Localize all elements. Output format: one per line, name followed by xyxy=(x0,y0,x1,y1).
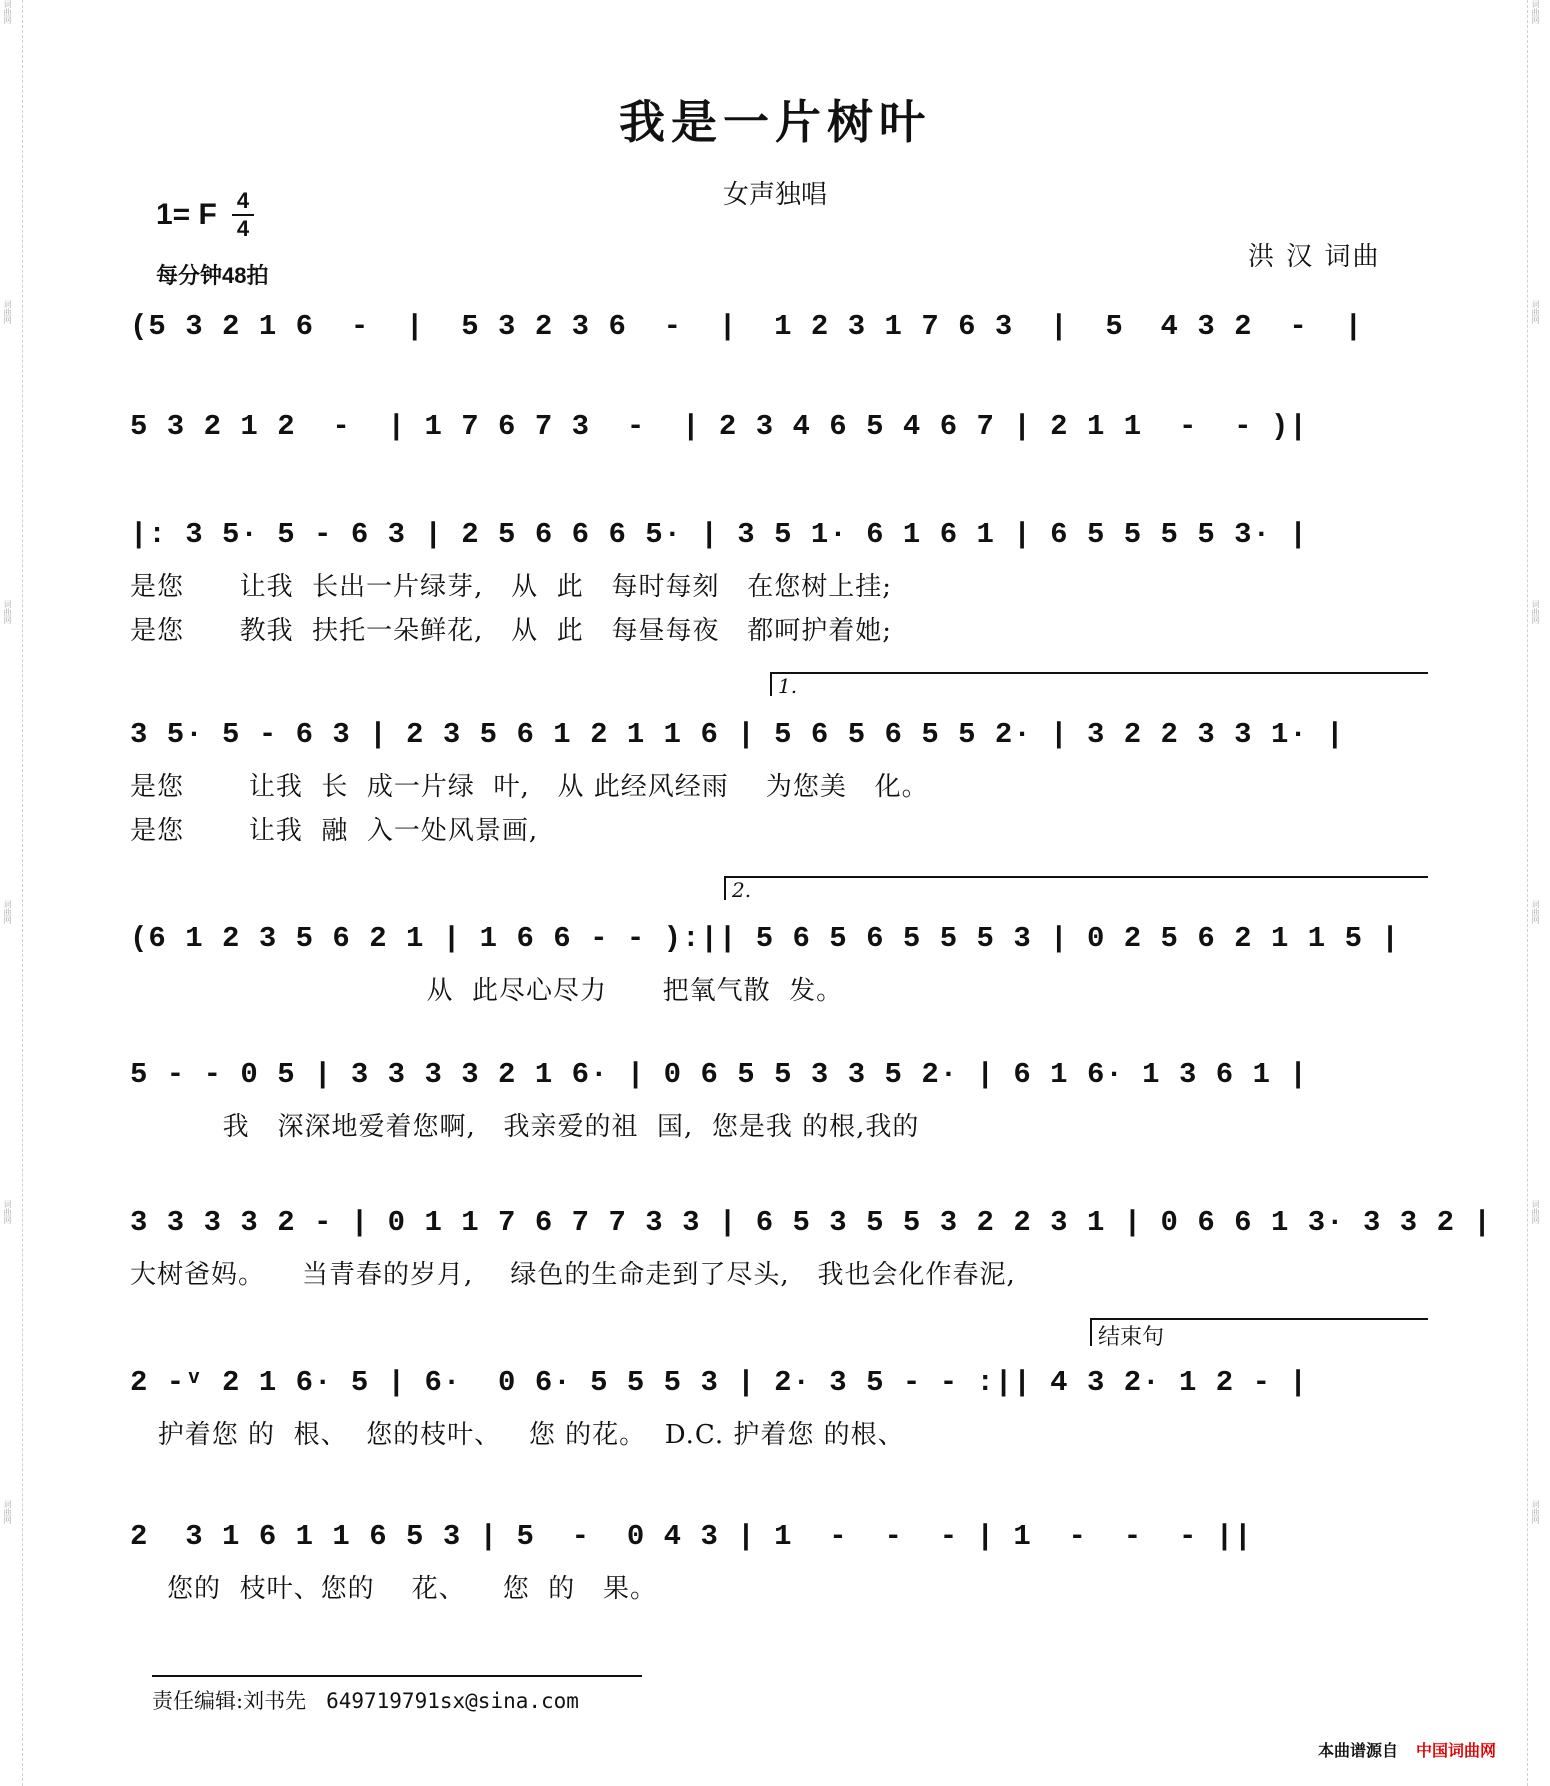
lyric-line: 您的 枝叶、您的 花、 您 的 果。 xyxy=(130,1574,658,1604)
notation-line: 3 3 3 3 2 - | 0 1 1 7 6 7 7 3 3 | 6 5 3 5 5 3 2 2 3 1 | 0 6 6 1 3· 3 3 2 | xyxy=(130,1206,1492,1239)
side-watermark: 词曲网 xyxy=(1531,300,1540,324)
lyric-line: 大树爸妈。 当青春的岁月, 绿色的生命走到了尽头, 我也会化作春泥, xyxy=(130,1260,1016,1290)
song-subtitle: 女声独唱 xyxy=(722,180,827,210)
right-margin-strip xyxy=(1527,0,1550,1786)
key-signature: 1= F xyxy=(156,198,217,231)
side-watermark: 词曲网 xyxy=(3,600,12,624)
coda-ending-label: 结束句 xyxy=(1098,1324,1165,1349)
editor-email: 649719791sx@sina.com xyxy=(326,1689,579,1713)
notation-line: 3 5· 5 - 6 3 | 2 3 5 6 1 2 1 1 6 | 5 6 5 6 5 5 2· | 3 2 2 3 3 1· | xyxy=(130,718,1345,751)
first-ending-label: 1. xyxy=(778,674,798,698)
left-margin-strip xyxy=(0,0,23,1786)
coda-ending-bracket xyxy=(1090,1318,1428,1349)
lyric-line: 是您 让我 融 入一处风景画, xyxy=(130,816,539,846)
editor-label: 责任编辑:刘书先 xyxy=(152,1689,307,1713)
lyric-line: 是您 让我 长 成一片绿 叶, 从 此经风经雨 为您美 化。 xyxy=(130,772,929,802)
side-watermark: 词曲网 xyxy=(3,300,12,324)
song-title: 我是一片树叶 xyxy=(619,95,931,149)
composer-credit: 洪 汉 词曲 xyxy=(1248,242,1381,272)
meter-top: 4 xyxy=(236,188,250,213)
side-watermark: 词曲网 xyxy=(1531,0,1540,24)
lyric-line: 是您 让我 长出一片绿芽, 从 此 每时每刻 在您树上挂; xyxy=(130,572,893,602)
side-watermark: 词曲网 xyxy=(3,1500,12,1524)
lyric-line: 从 此尽心尽力 把氧气散 发。 xyxy=(130,976,844,1006)
lyric-line: 护着您 的 根、 您的枝叶、 您 的花。 D.C. 护着您 的根、 xyxy=(130,1420,905,1450)
editor-credit xyxy=(152,1675,642,1715)
notation-line: (5 3 2 1 6 - | 5 3 2 3 6 - | 1 2 3 1 7 6 3 | 5 4 3 2 - | xyxy=(130,310,1363,343)
side-watermark: 词曲网 xyxy=(3,900,12,924)
time-signature xyxy=(232,188,254,242)
side-watermark: 词曲网 xyxy=(3,1200,12,1224)
source-site-link[interactable]: 中国词曲网 xyxy=(1416,1743,1497,1760)
lyric-line: 是您 教我 扶托一朵鲜花, 从 此 每昼每夜 都呵护着她; xyxy=(130,616,893,646)
second-ending-label: 2. xyxy=(732,878,752,902)
side-watermark: 词曲网 xyxy=(1531,1500,1540,1524)
tempo-marking: 每分钟48拍 xyxy=(156,263,269,288)
source-label: 本曲谱源自 xyxy=(1318,1743,1399,1760)
notation-line: 5 3 2 1 2 - | 1 7 6 7 3 - | 2 3 4 6 5 4 6 7 | 2 1 1 - - )| xyxy=(130,410,1308,443)
side-watermark: 词曲网 xyxy=(3,0,12,24)
notation-line: (6 1 2 3 5 6 2 1 | 1 6 6 - - ):|| 5 6 5 6 5 5 5 3 | 0 2 5 6 2 1 1 5 | xyxy=(130,922,1400,955)
second-ending-bracket xyxy=(724,876,1428,900)
notation-line: |: 3 5· 5 - 6 3 | 2 5 6 6 6 5· | 3 5 1· 6 1 6 1 | 6 5 5 5 5 3· | xyxy=(130,518,1308,551)
lyric-line: 我 深深地爱着您啊, 我亲爱的祖 国, 您是我 的根,我的 xyxy=(130,1112,920,1142)
side-watermark: 词曲网 xyxy=(1531,900,1540,924)
notation-line: 2 -ᵛ 2 1 6· 5 | 6· 0 6· 5 5 5 3 | 2· 3 5 - - :|| 4 3 2· 1 2 - | xyxy=(130,1366,1308,1399)
source-attribution xyxy=(1318,1738,1496,1761)
notation-line: 5 - - 0 5 | 3 3 3 3 2 1 6· | 0 6 5 5 3 3 5 2· | 6 1 6· 1 3 6 1 | xyxy=(130,1058,1308,1091)
side-watermark: 词曲网 xyxy=(1531,600,1540,624)
notation-line: 2 3 1 6 1 1 6 5 3 | 5 - 0 4 3 | 1 - - - | 1 - - - || xyxy=(130,1520,1253,1553)
side-watermark: 词曲网 xyxy=(1531,1200,1540,1224)
first-ending-bracket xyxy=(770,672,1428,696)
meter-bottom: 4 xyxy=(236,216,250,241)
